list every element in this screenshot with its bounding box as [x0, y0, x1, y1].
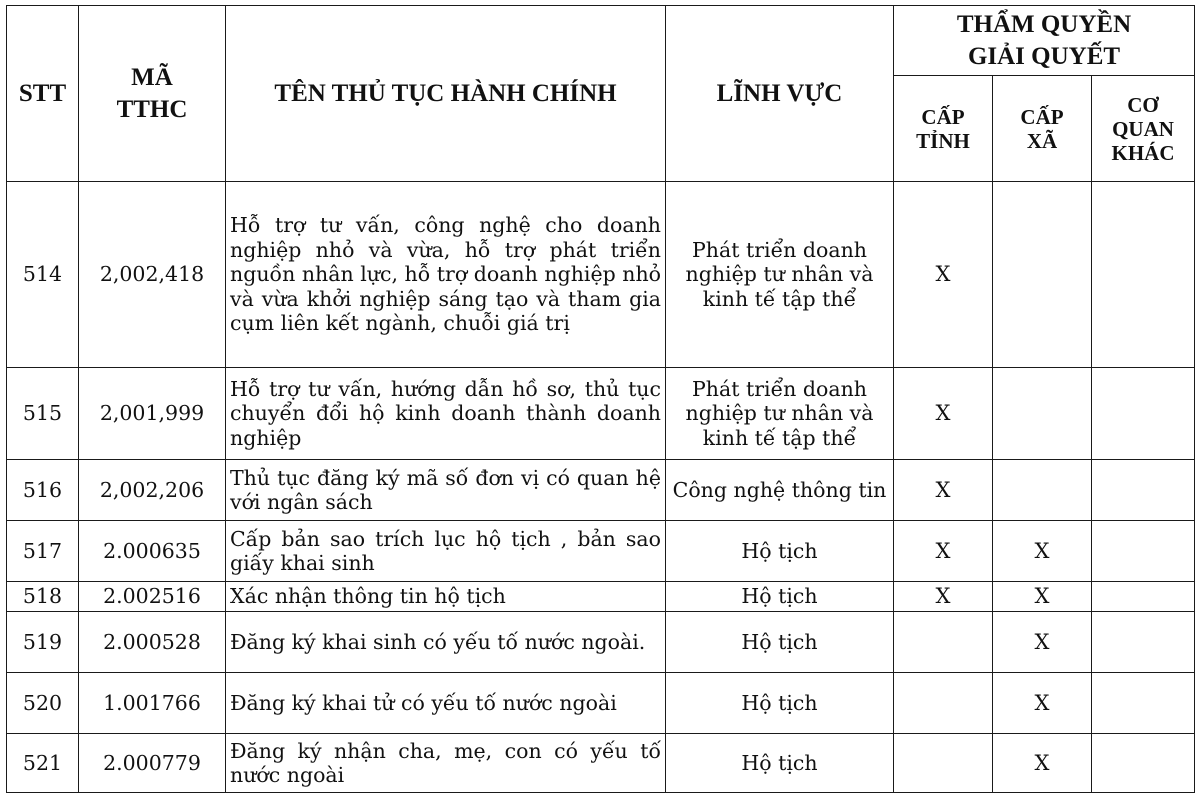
- row-cap-tinh-mark: X: [894, 582, 993, 612]
- row-stt: 517: [7, 521, 79, 582]
- row-cap-xa-mark: X: [993, 612, 1092, 673]
- row-co-quan-khac-mark: [1092, 182, 1195, 368]
- row-cap-tinh-mark: [894, 734, 993, 793]
- row-cap-tinh-mark: X: [894, 521, 993, 582]
- row-code: 2.000528: [79, 612, 226, 673]
- row-co-quan-khac-mark: [1092, 521, 1195, 582]
- row-code: 2.002516: [79, 582, 226, 612]
- row-code: 1.001766: [79, 673, 226, 734]
- row-cap-xa-mark: X: [993, 734, 1092, 793]
- row-co-quan-khac-mark: [1092, 582, 1195, 612]
- table-row: [7, 673, 1195, 734]
- row-stt: 520: [7, 673, 79, 734]
- table-row: [7, 582, 1195, 612]
- row-cap-xa-mark: X: [993, 582, 1092, 612]
- row-co-quan-khac-mark: [1092, 734, 1195, 793]
- header-ma-tthc: MÃ TTHC: [79, 6, 226, 182]
- row-cap-xa-mark: [993, 460, 1092, 521]
- header-cap-xa: CẤP XÃ: [993, 76, 1092, 182]
- row-cap-tinh-mark: [894, 612, 993, 673]
- row-stt: 516: [7, 460, 79, 521]
- row-code: 2,001,999: [79, 368, 226, 460]
- row-stt: 519: [7, 612, 79, 673]
- row-cap-tinh-mark: [894, 673, 993, 734]
- row-cap-tinh-mark: X: [894, 368, 993, 460]
- table-header: [7, 6, 1195, 182]
- row-code: 2.000779: [79, 734, 226, 793]
- row-field: Hộ tịch: [666, 734, 894, 793]
- row-field: Phát triển doanh nghiệp tư nhân và kinh tế tập thể: [666, 368, 894, 460]
- table-row: [7, 734, 1195, 793]
- header-ten-thu-tuc: TÊN THỦ TỤC HÀNH CHÍNH: [226, 6, 666, 182]
- row-procedure-name: Xác nhận thông tin hộ tịch: [226, 582, 666, 612]
- row-stt: 518: [7, 582, 79, 612]
- table-row: [7, 460, 1195, 521]
- row-procedure-name: Hỗ trợ tư vấn, công nghệ cho doanh nghiệp nhỏ và vừa, hỗ trợ phát triển nguồn nhân lực, hỗ trợ doanh nghiệp nhỏ và vừa khởi nghiệp sáng tạo và tham gia cụm liên kết ngành, chuỗi giá trị: [226, 182, 666, 368]
- header-linh-vuc: LĨNH VỰC: [666, 6, 894, 182]
- table-row: [7, 521, 1195, 582]
- row-cap-tinh-mark: X: [894, 182, 993, 368]
- row-field: Hộ tịch: [666, 612, 894, 673]
- row-co-quan-khac-mark: [1092, 368, 1195, 460]
- procedures-table: [6, 5, 1195, 793]
- row-stt: 521: [7, 734, 79, 793]
- row-procedure-name: Đăng ký nhận cha, mẹ, con có yếu tố nước ngoài: [226, 734, 666, 793]
- table-row: [7, 368, 1195, 460]
- row-procedure-name: Thủ tục đăng ký mã số đơn vị có quan hệ với ngân sách: [226, 460, 666, 521]
- row-cap-xa-mark: X: [993, 673, 1092, 734]
- row-stt: 515: [7, 368, 79, 460]
- row-cap-tinh-mark: X: [894, 460, 993, 521]
- row-procedure-name: Cấp bản sao trích lục hộ tịch , bản sao giấy khai sinh: [226, 521, 666, 582]
- row-code: 2.000635: [79, 521, 226, 582]
- row-co-quan-khac-mark: [1092, 612, 1195, 673]
- row-procedure-name: Đăng ký khai sinh có yếu tố nước ngoài.: [226, 612, 666, 673]
- table-row: [7, 182, 1195, 368]
- row-field: Hộ tịch: [666, 582, 894, 612]
- table-body: [7, 182, 1195, 793]
- row-co-quan-khac-mark: [1092, 460, 1195, 521]
- row-cap-xa-mark: X: [993, 521, 1092, 582]
- header-stt: STT: [7, 6, 79, 182]
- header-cap-tinh: CẤP TỈNH: [894, 76, 993, 182]
- row-procedure-name: Đăng ký khai tử có yếu tố nước ngoài: [226, 673, 666, 734]
- row-field: Phát triển doanh nghiệp tư nhân và kinh tế tập thể: [666, 182, 894, 368]
- row-cap-xa-mark: [993, 368, 1092, 460]
- row-co-quan-khac-mark: [1092, 673, 1195, 734]
- header-tham-quyen: THẨM QUYỀN GIẢI QUYẾT: [894, 6, 1195, 76]
- row-code: 2,002,418: [79, 182, 226, 368]
- table-row: [7, 612, 1195, 673]
- row-field: Công nghệ thông tin: [666, 460, 894, 521]
- row-cap-xa-mark: [993, 182, 1092, 368]
- row-field: Hộ tịch: [666, 521, 894, 582]
- row-code: 2,002,206: [79, 460, 226, 521]
- header-co-quan-khac: CƠ QUAN KHÁC: [1092, 76, 1195, 182]
- row-stt: 514: [7, 182, 79, 368]
- row-field: Hộ tịch: [666, 673, 894, 734]
- row-procedure-name: Hỗ trợ tư vấn, hướng dẫn hồ sơ, thủ tục chuyển đổi hộ kinh doanh thành doanh nghiệp: [226, 368, 666, 460]
